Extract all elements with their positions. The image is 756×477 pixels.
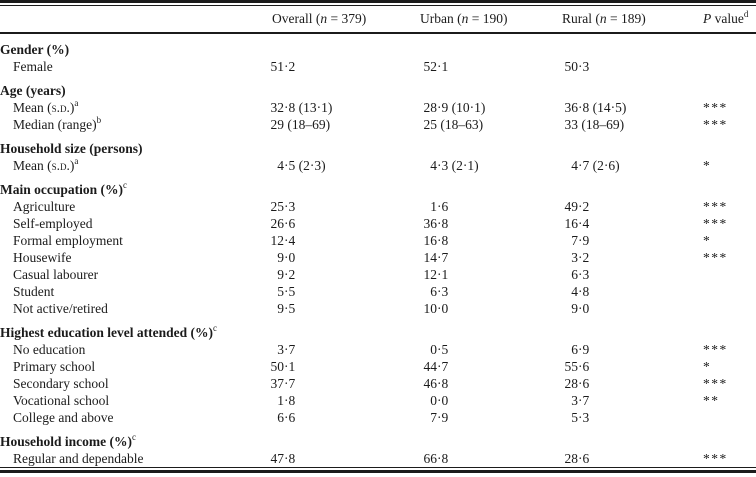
value-fraction-part: ·1 (437, 59, 449, 74)
row-label (0, 341, 258, 358)
value-integer-part: 3 (571, 250, 578, 265)
value-integer-part: 3 (277, 342, 284, 357)
row-label (0, 116, 258, 133)
row-label (0, 300, 258, 317)
value-fraction-part: ·8 (14·5) (578, 100, 627, 115)
cell-urban (400, 249, 540, 266)
section-label (0, 174, 756, 198)
text-run: n (461, 11, 469, 26)
text-run: Regular and dependable (13, 451, 144, 466)
text-run: s.d. (51, 158, 70, 173)
cell-pvalue: *** (703, 250, 728, 265)
table-row (0, 232, 756, 249)
col-header-overall (258, 6, 400, 33)
table-row (0, 409, 756, 426)
cell-urban (400, 450, 540, 467)
value-fraction-part: ·1 (437, 267, 449, 282)
table-row (0, 341, 756, 358)
value-integer-part: 46 (423, 376, 437, 391)
cell-pvalue: *** (703, 342, 728, 357)
cell-rural (540, 375, 680, 392)
col-header-urban (400, 6, 540, 33)
cell-pvalue: * (703, 233, 712, 248)
cell-pvalue: ** (703, 393, 720, 408)
cell-urban (400, 198, 540, 215)
col-header-rural (540, 6, 680, 33)
section-row (0, 75, 756, 99)
cell-rural (540, 58, 680, 75)
cell-overall (258, 232, 400, 249)
value-integer-part: 9 (571, 301, 578, 316)
cell-rural (540, 157, 680, 174)
cell-rural (540, 409, 680, 426)
section-label (0, 426, 756, 450)
value-fraction-part: ·3 (578, 59, 590, 74)
cell-urban (400, 358, 540, 375)
table-body (0, 33, 756, 467)
value-fraction-part: ·8 (437, 451, 449, 466)
row-label (0, 232, 258, 249)
cell-overall (258, 450, 400, 467)
value-fraction-part: ·3 (2·1) (437, 158, 479, 173)
cell-pvalue: * (703, 158, 712, 173)
value-integer-part: 28 (564, 376, 578, 391)
value-fraction-part: ·8 (284, 451, 296, 466)
cell-pvalue: *** (703, 376, 728, 391)
cell-pvalue: *** (703, 199, 728, 214)
value-fraction-part: ·0 (437, 301, 449, 316)
text-run: Housewife (13, 250, 72, 265)
value-integer-part: 16 (564, 216, 578, 231)
value-integer-part: 16 (423, 233, 437, 248)
section-row (0, 174, 756, 198)
value-fraction-part: ·9 (437, 410, 449, 425)
cell-urban (400, 341, 540, 358)
cell-pvalue: *** (703, 216, 728, 231)
cell-pvalue (680, 409, 756, 426)
row-label (0, 99, 258, 116)
cell-overall (258, 116, 400, 133)
cell-overall (258, 266, 400, 283)
value-integer-part: 4 (571, 284, 578, 299)
cell-overall (258, 58, 400, 75)
value-integer-part: 28 (423, 100, 437, 115)
value-integer-part: 14 (423, 250, 437, 265)
text-run: No education (13, 342, 86, 357)
value-fraction-part: (18–63) (437, 117, 484, 132)
value-integer-part: 44 (423, 359, 437, 374)
value-integer-part: 49 (564, 199, 578, 214)
value-integer-part: 52 (423, 59, 437, 74)
superscript-note: d (743, 8, 749, 19)
value-fraction-part: ·7 (578, 393, 590, 408)
text-run: n (320, 11, 328, 26)
cell-pvalue: *** (703, 100, 728, 115)
value-integer-part: 36 (564, 100, 578, 115)
value-fraction-part: ·9 (578, 342, 590, 357)
text-run: Gender (%) (0, 42, 70, 57)
table-row (0, 283, 756, 300)
text-run: Main occupation (%) (0, 182, 123, 197)
cell-overall (258, 157, 400, 174)
value-integer-part: 3 (571, 393, 578, 408)
value-integer-part: 51 (270, 59, 284, 74)
cell-pvalue: * (703, 359, 712, 374)
text-run: College and above (13, 410, 114, 425)
cell-urban (400, 392, 540, 409)
text-run: Mean ( (13, 100, 52, 115)
text-run: Median (range) (13, 117, 97, 132)
row-label (0, 157, 258, 174)
value-integer-part: 50 (564, 59, 578, 74)
value-fraction-part: ·8 (437, 216, 449, 231)
header-row (0, 6, 756, 33)
value-fraction-part: ·4 (284, 233, 296, 248)
cell-rural (540, 300, 680, 317)
value-fraction-part: ·6 (578, 376, 590, 391)
cell-urban (400, 99, 540, 116)
value-fraction-part: ·0 (437, 393, 449, 408)
section-row (0, 426, 756, 450)
value-integer-part: 4 (571, 158, 578, 173)
text-run: Vocational school (13, 393, 110, 408)
value-fraction-part: ·6 (578, 359, 590, 374)
value-fraction-part: ·8 (437, 376, 449, 391)
cell-rural (540, 215, 680, 232)
cell-rural (540, 266, 680, 283)
table-row (0, 300, 756, 317)
section-label (0, 33, 756, 58)
text-run: = 190) (468, 11, 508, 26)
value-integer-part: 33 (564, 117, 578, 132)
cell-overall (258, 341, 400, 358)
value-fraction-part: ·9 (10·1) (437, 100, 486, 115)
value-integer-part: 5 (571, 410, 578, 425)
section-row (0, 133, 756, 157)
text-run: Casual labourer (13, 267, 99, 282)
value-integer-part: 1 (430, 199, 437, 214)
text-run: s.d. (51, 100, 70, 115)
value-integer-part: 9 (277, 301, 284, 316)
text-run: Mean ( (13, 158, 52, 173)
superscript-note: a (74, 97, 79, 108)
cell-rural (540, 198, 680, 215)
row-label (0, 215, 258, 232)
value-fraction-part: ·6 (437, 199, 449, 214)
row-label (0, 249, 258, 266)
row-label (0, 409, 258, 426)
superscript-note: c (212, 322, 217, 333)
cell-rural (540, 450, 680, 467)
text-run: n (599, 11, 607, 26)
row-label (0, 266, 258, 283)
text-run: Age (years) (0, 83, 66, 98)
text-run: Student (13, 284, 55, 299)
value-fraction-part: ·4 (578, 216, 590, 231)
value-integer-part: 25 (270, 199, 284, 214)
value-fraction-part: ·2 (578, 250, 590, 265)
value-fraction-part: ·8 (578, 284, 590, 299)
cell-overall (258, 358, 400, 375)
superscript-note: c (123, 179, 127, 190)
table-row (0, 375, 756, 392)
table-bottom-rule-thick (0, 470, 756, 473)
section-label (0, 75, 756, 99)
cell-pvalue (680, 266, 756, 283)
value-fraction-part: ·7 (284, 376, 296, 391)
value-fraction-part: ·7 (284, 342, 296, 357)
text-run: value (711, 11, 744, 26)
value-integer-part: 55 (564, 359, 578, 374)
value-integer-part: 9 (277, 250, 284, 265)
cell-rural (540, 99, 680, 116)
cell-urban (400, 157, 540, 174)
value-fraction-part: ·8 (13·1) (284, 100, 333, 115)
text-run: Agriculture (13, 199, 76, 214)
text-run: Urban ( (420, 11, 462, 26)
table-row (0, 58, 756, 75)
value-fraction-part: ·9 (578, 233, 590, 248)
demographics-table (0, 6, 756, 467)
section-row (0, 317, 756, 341)
table-header (0, 6, 756, 33)
value-fraction-part: ·8 (437, 233, 449, 248)
cell-rural (540, 116, 680, 133)
value-fraction-part: ·5 (2·3) (284, 158, 326, 173)
text-run: Primary school (13, 359, 96, 374)
value-integer-part: 12 (270, 233, 284, 248)
superscript-note: a (74, 155, 79, 166)
table-row (0, 198, 756, 215)
cell-pvalue (680, 300, 756, 317)
text-run: Rural ( (562, 11, 600, 26)
value-integer-part: 6 (571, 267, 578, 282)
value-integer-part: 6 (430, 284, 437, 299)
cell-urban (400, 300, 540, 317)
cell-pvalue (680, 283, 756, 300)
text-run: P (703, 11, 712, 26)
value-fraction-part: ·6 (284, 216, 296, 231)
value-fraction-part: ·0 (284, 250, 296, 265)
value-fraction-part: ·0 (578, 301, 590, 316)
col-header-label (0, 6, 258, 33)
cell-pvalue: *** (703, 117, 728, 132)
value-fraction-part: ·3 (437, 284, 449, 299)
value-integer-part: 29 (270, 117, 284, 132)
text-run: Self-employed (13, 216, 93, 231)
value-fraction-part: ·1 (284, 359, 296, 374)
value-integer-part: 26 (270, 216, 284, 231)
cell-rural (540, 358, 680, 375)
text-run: ) (69, 100, 75, 115)
table-row (0, 215, 756, 232)
value-fraction-part: ·2 (284, 59, 296, 74)
value-fraction-part: ·3 (578, 410, 590, 425)
cell-rural (540, 341, 680, 358)
value-integer-part: 4 (430, 158, 437, 173)
text-run: Highest education level attended (%) (0, 325, 213, 340)
table-row (0, 358, 756, 375)
value-integer-part: 9 (277, 267, 284, 282)
cell-overall (258, 409, 400, 426)
table-row (0, 266, 756, 283)
value-fraction-part: ·3 (578, 267, 590, 282)
value-integer-part: 10 (423, 301, 437, 316)
table-row (0, 392, 756, 409)
row-label (0, 198, 258, 215)
value-integer-part: 47 (270, 451, 284, 466)
text-run: Household size (persons) (0, 141, 143, 156)
value-integer-part: 4 (277, 158, 284, 173)
value-integer-part: 6 (571, 342, 578, 357)
cell-rural (540, 249, 680, 266)
value-integer-part: 5 (277, 284, 284, 299)
value-integer-part: 12 (423, 267, 437, 282)
row-label (0, 375, 258, 392)
section-row (0, 33, 756, 58)
table-row (0, 249, 756, 266)
cell-urban (400, 375, 540, 392)
text-run: Formal employment (13, 233, 123, 248)
cell-urban (400, 232, 540, 249)
cell-overall (258, 375, 400, 392)
cell-urban (400, 215, 540, 232)
text-run: Overall ( (272, 11, 321, 26)
superscript-note: c (132, 431, 137, 442)
text-run: ) (69, 158, 75, 173)
table-row (0, 116, 756, 133)
cell-pvalue (680, 58, 756, 75)
text-run: Female (13, 59, 53, 74)
cell-rural (540, 283, 680, 300)
value-integer-part: 7 (571, 233, 578, 248)
table-row (0, 450, 756, 467)
value-fraction-part: ·7 (437, 359, 449, 374)
value-integer-part: 1 (277, 393, 284, 408)
cell-overall (258, 249, 400, 266)
value-fraction-part: ·5 (284, 284, 296, 299)
value-integer-part: 32 (270, 100, 284, 115)
cell-overall (258, 300, 400, 317)
section-label (0, 133, 756, 157)
cell-urban (400, 283, 540, 300)
cell-overall (258, 392, 400, 409)
value-fraction-part: ·7 (437, 250, 449, 265)
text-run: = 189) (606, 11, 646, 26)
value-fraction-part: ·2 (578, 199, 590, 214)
value-fraction-part: ·5 (437, 342, 449, 357)
value-integer-part: 6 (277, 410, 284, 425)
row-label (0, 450, 258, 467)
row-label (0, 58, 258, 75)
value-fraction-part: ·7 (2·6) (578, 158, 620, 173)
value-fraction-part: ·8 (284, 393, 296, 408)
row-label (0, 392, 258, 409)
value-fraction-part: ·6 (284, 410, 296, 425)
cell-urban (400, 409, 540, 426)
cell-urban (400, 266, 540, 283)
cell-overall (258, 198, 400, 215)
row-label (0, 283, 258, 300)
value-fraction-part: (18–69) (284, 117, 331, 132)
text-run: Not active/retired (13, 301, 108, 316)
value-fraction-part: ·5 (284, 301, 296, 316)
value-integer-part: 50 (270, 359, 284, 374)
table-row (0, 157, 756, 174)
value-fraction-part: ·2 (284, 267, 296, 282)
cell-rural (540, 392, 680, 409)
value-integer-part: 0 (430, 342, 437, 357)
cell-overall (258, 283, 400, 300)
text-run: = 379) (327, 11, 367, 26)
value-integer-part: 36 (423, 216, 437, 231)
table-row (0, 99, 756, 116)
cell-overall (258, 99, 400, 116)
superscript-note: b (96, 114, 102, 125)
value-fraction-part: ·3 (284, 199, 296, 214)
value-fraction-part: (18–69) (578, 117, 625, 132)
cell-pvalue: *** (703, 451, 728, 466)
text-run: Household income (%) (0, 434, 133, 449)
cell-rural (540, 232, 680, 249)
value-integer-part: 66 (423, 451, 437, 466)
cell-overall (258, 215, 400, 232)
text-run: Secondary school (13, 376, 109, 391)
section-label (0, 317, 756, 341)
value-fraction-part: ·6 (578, 451, 590, 466)
cell-urban (400, 116, 540, 133)
value-integer-part: 25 (423, 117, 437, 132)
value-integer-part: 37 (270, 376, 284, 391)
value-integer-part: 7 (430, 410, 437, 425)
cell-urban (400, 58, 540, 75)
value-integer-part: 0 (430, 393, 437, 408)
col-header-pvalue (680, 6, 756, 33)
row-label (0, 358, 258, 375)
value-integer-part: 28 (564, 451, 578, 466)
